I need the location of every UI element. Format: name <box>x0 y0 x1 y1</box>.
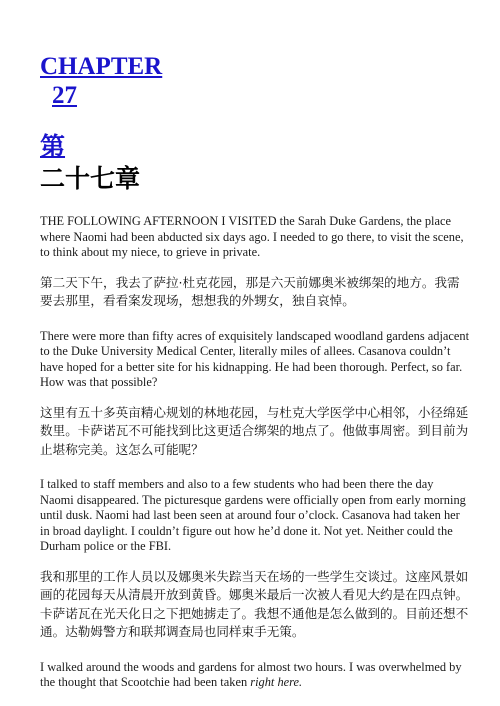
paragraph-cn-2: 这里有五十多英亩精心规划的林地花园，与杜克大学医学中心相邻，小径绵延数里。卡萨诺瓦不可能找到比这更适合绑架的地点了。他做事周密。到目前为止堪称完美。这怎么可能呢？ <box>40 404 469 457</box>
paragraph-cn-3: 我和那里的工作人员以及娜奥米失踪当天在场的一些学生交谈过。这座风景如画的花园每天从清晨开放到黄昏。娜奥米最后一次被人看见大约是在四点钟。卡萨诺瓦在光天化日之下把她掳走了。我想不通他是怎么做到的。目前还想不通。达勒姆警方和联邦调查局也同样束手无策。 <box>40 568 469 639</box>
paragraph-cn-1: 第二天下午，我去了萨拉·杜克花园，那是六天前娜奥米被绑架的地方。我需要去那里，看看案发现场，想想我的外甥女，独自哀悼。 <box>40 274 460 308</box>
chapter-link[interactable] <box>40 53 470 110</box>
paragraph-en-4-italic: right here. <box>250 675 303 689</box>
chapter-cn-link-heading <box>40 132 470 162</box>
chapter-cn-title: 二十七章 <box>40 164 141 193</box>
book-page <box>40 52 470 691</box>
paragraph-en-1: THE FOLLOWING AFTERNOON I VISITED the Sarah Duke Gardens, the place where Naomi had been abducted six days ago. I needed to go there, to visit the scene, to think about my niece, to grieve in private. <box>40 214 464 259</box>
paragraph-en-4 <box>40 660 470 691</box>
chapter-heading <box>40 52 470 110</box>
chapter-word: CHAPTER <box>40 53 163 80</box>
chapter-number: 27 <box>52 82 77 109</box>
chapter-cn-link[interactable]: 第 <box>40 132 66 161</box>
paragraph-en-4-text: I walked around the woods and gardens for almost two hours. I was overwhelmed by the thought that Scootchie had been taken <box>40 659 462 689</box>
paragraph-en-2: There were more than fifty acres of exquisitely landscaped woodland gardens adjacent to the Duke University Medical Center, literally miles of allees. Casanova couldn’t have hoped for a better site for his kidnapping. He had been thorough. Perfect, so far. How was that possible? <box>40 328 470 389</box>
paragraph-en-3: I talked to staff members and also to a few students who had been there the day Naomi disappeared. The picturesque gardens were officially open from early morning until dusk. Naomi had last been seen at around four o’clock. Casanova had taken her in broad daylight. I couldn’t figure out how he’d done it. Not yet. Neither could the Durham police or the FBI. <box>40 477 466 553</box>
